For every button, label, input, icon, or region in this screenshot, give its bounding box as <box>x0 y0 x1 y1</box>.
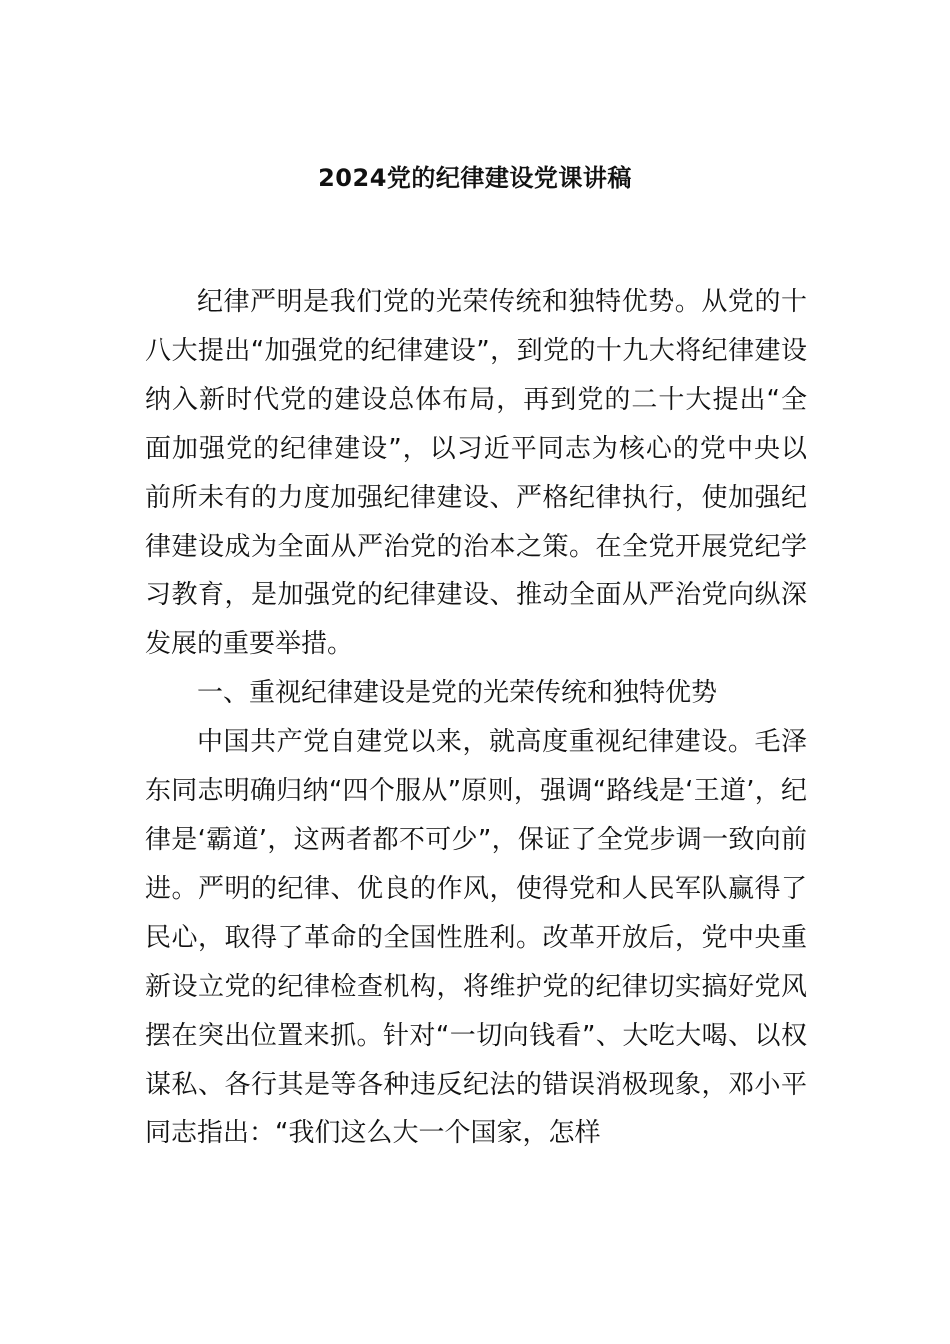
document-body <box>145 278 807 1158</box>
paragraph-intro: 纪律严明是我们党的光荣传统和独特优势。从党的十八大提出“加强党的纪律建设”，到党的十九大将纪律建设纳入新时代党的建设总体布局，再到党的二十大提出“全面加强党的纪律建设”，以习近平同志为核心的党中央以前所未有的力度加强纪律建设、严格纪律执行，使加强纪律建设成为全面从严治党的治本之策。在全党开展党纪学习教育，是加强党的纪律建设、推动全面从严治党向纵深发展的重要举措。 <box>145 287 807 660</box>
paragraph-section-1: 中国共产党自建党以来，就高度重视纪律建设。毛泽东同志明确归纳“四个服从”原则，强调“路线是‘王道’，纪律是‘霸道’，这两者都不可少”，保证了全党步调一致向前进。严明的纪律、优良的作风，使得党和人民军队赢得了民心，取得了革命的全国性胜利。改革开放后，党中央重新设立党的纪律检查机构，将维护党的纪律切实搞好党风摆在突出位置来抓。针对“一切向钱看”、大吃大喝、以权谋私、各行其是等各种违反纪法的错误消极现象，邓小平同志指出：“我们这么大一个国家，怎样 <box>145 727 807 1149</box>
section-heading-1: 一、重视纪律建设是党的光荣传统和独特优势 <box>197 678 718 709</box>
document-title: 2024党的纪律建设党课讲稿 <box>318 164 632 192</box>
